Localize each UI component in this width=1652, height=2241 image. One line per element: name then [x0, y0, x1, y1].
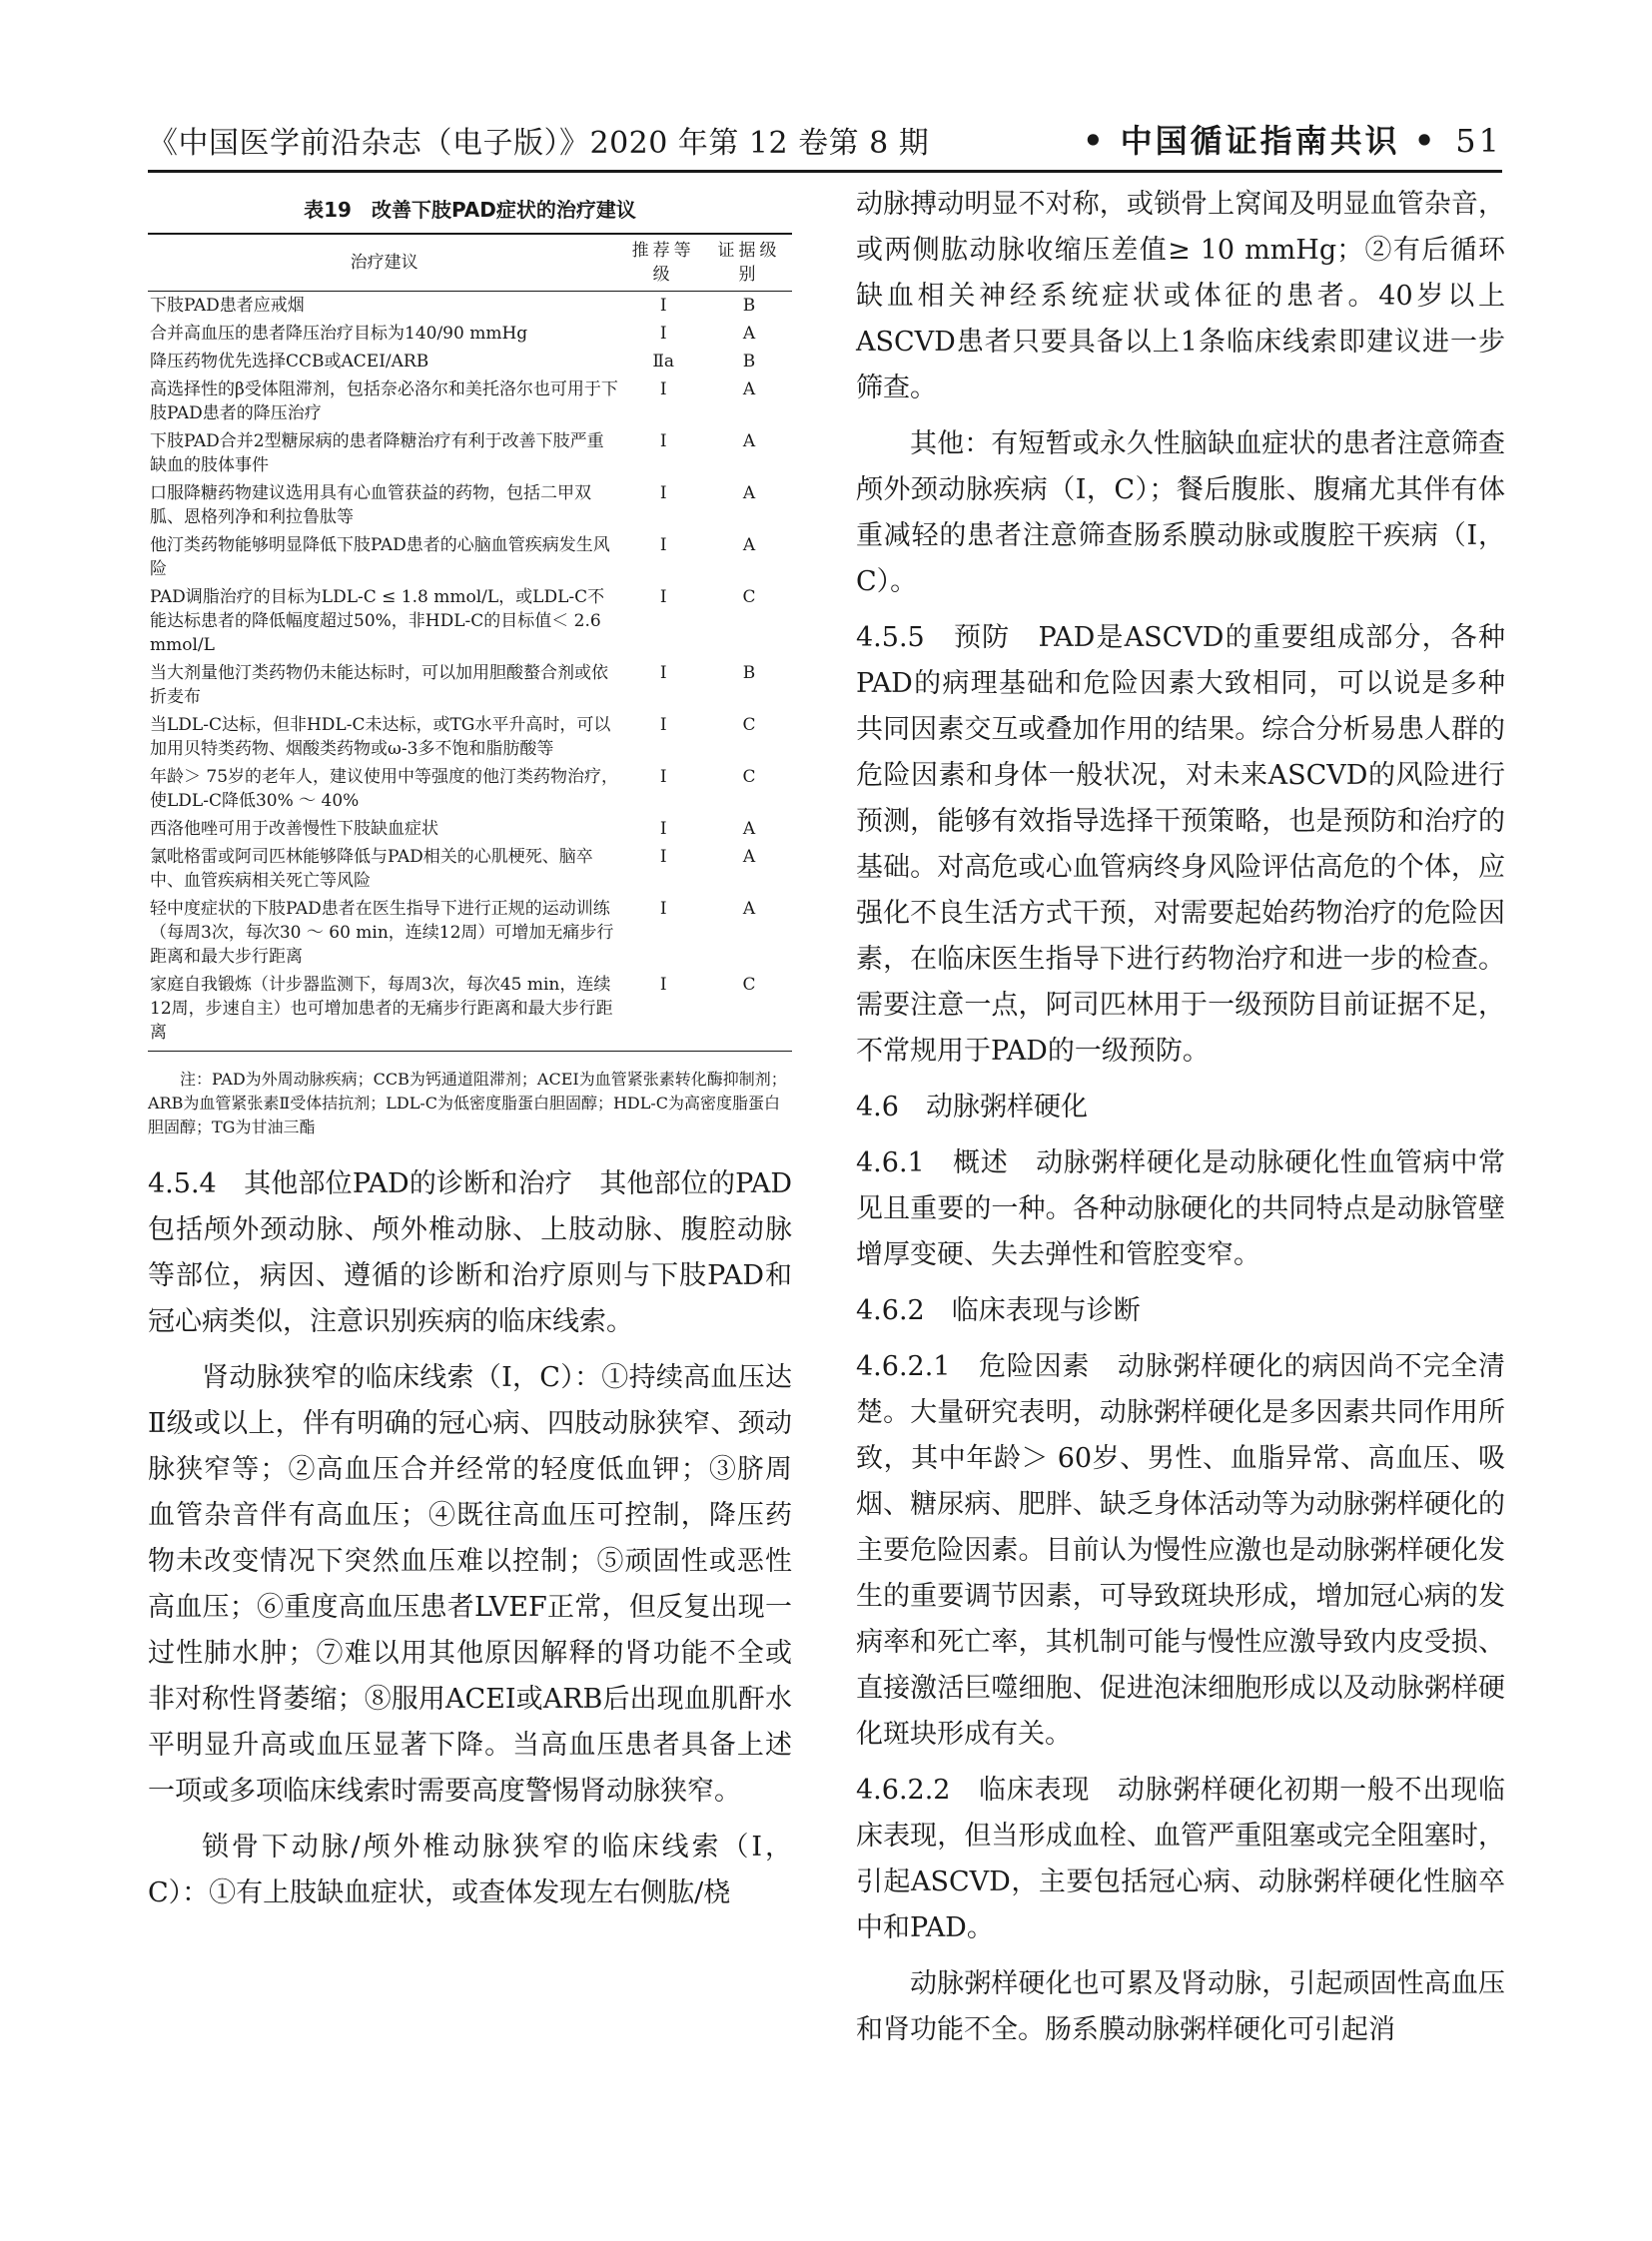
table-row — [148, 895, 792, 971]
grade-cell: Ⅰ — [659, 767, 667, 787]
evidence-cell: A — [742, 819, 756, 839]
recommendation-cell: 轻中度症状的下肢PAD患者在医生指导下进行正规的运动训练（每周3次，每次30 ～ 60 min，连续12周）可增加无痛步行距离和最大步行距离 — [150, 899, 614, 967]
grade-cell: Ⅰ — [659, 379, 667, 399]
paragraph-4-6-1: 4.6.1 概述 动脉粥样硬化是动脉硬化性血管病中常见且重要的一种。各种动脉硬化的共同特点是动脉管壁增厚变硬、失去弹性和管腔变窄。 — [856, 1147, 1505, 1270]
recommendation-cell: 年龄＞ 75岁的老年人，建议使用中等强度的他汀类药物治疗，使LDL-C降低30% ～ 40% — [150, 767, 619, 811]
grade-cell: Ⅰ — [659, 535, 667, 555]
paragraph-continued: 动脉搏动明显不对称，或锁骨上窝闻及明显血管杂音，或两侧肱动脉收缩压差值≥ 10 mmHg；②有后循环缺血相关神经系统症状或体征的患者。40岁以上ASCVD患者只要具备以上1条临床线索即建议进一步筛查。 — [856, 189, 1505, 403]
evidence-cell: A — [742, 847, 756, 867]
journal-header: 《中国医学前沿杂志（电子版）》2020 年第 12 卷第 8 期 — [148, 126, 930, 161]
right-column — [856, 182, 1505, 2053]
evidence-cell: A — [742, 483, 756, 503]
recommendation-cell: 家庭自我锻炼（计步器监测下，每周3次，每次45 min，连续12周，步速自主）也可增加患者的无痛步行距离和最大步行距离 — [148, 971, 620, 1052]
table-row — [148, 531, 792, 583]
grade-cell: Ⅰ — [659, 296, 667, 316]
left-column — [148, 182, 792, 1916]
recommendation-cell: PAD调脂治疗的目标为LDL-C ≤ 1.8 mmol/L，或LDL-C不能达标患者的降低幅度超过50%，非HDL-C的目标值＜ 2.6 mmol/L — [150, 587, 605, 655]
paragraph-4-5-4: 4.5.4 其他部位PAD的诊断和治疗 其他部位的PAD包括颅外颈动脉、颅外椎动脉、上肢动脉、腹腔动脉等部位，病因、遵循的诊断和治疗原则与下肢PAD和冠心病类似，注意识别疾病的临床线索。 — [148, 1168, 792, 1337]
evidence-cell: B — [742, 663, 756, 683]
paragraph-4-6-2-1: 4.6.2.1 危险因素 动脉粥样硬化的病因尚不完全清楚。大量研究表明，动脉粥样硬化是多因素共同作用所致，其中年龄＞ 60岁、男性、血脂异常、高血压、吸烟、糖尿病、肥胖、缺乏身体活动等为动脉粥样硬化的主要危险因素。目前认为慢性应激也是动脉粥样硬化发生的重要调节因素，可导致斑块形成，增加冠心病的发病率和死亡率，其机制可能与慢性应激导致内皮受损、直接激活巨噬细胞、促进泡沫细胞形成以及动脉粥样硬化斑块形成有关。 — [856, 1351, 1505, 1750]
table-row — [148, 763, 792, 815]
evidence-cell: A — [742, 431, 756, 451]
paragraph-other: 其他：有短暂或永久性脑缺血症状的患者注意筛查颅外颈动脉疾病（Ⅰ，C）；餐后腹胀、腹痛尤其伴有体重减轻的患者注意筛查肠系膜动脉或腹腔干疾病（Ⅰ，C）。 — [856, 428, 1505, 597]
paragraph-4-6-2-2: 4.6.2.2 临床表现 动脉粥样硬化初期一般不出现临床表现，但当形成血栓、血管严重阻塞或完全阻塞时，引起ASCVD，主要包括冠心病、动脉粥样硬化性脑卒中和PAD。 — [856, 1775, 1505, 1943]
grade-cell: Ⅰ — [659, 324, 667, 344]
recommendation-cell: 他汀类药物能够明显降低下肢PAD患者的心脑血管疾病发生风险 — [150, 535, 610, 579]
section-title: • 中国循证指南共识 • — [1083, 122, 1438, 160]
evidence-cell: C — [742, 587, 756, 607]
paragraph-subclavian: 锁骨下动脉/颅外椎动脉狭窄的临床线索（Ⅰ，C）：①有上肢缺血症状，或查体发现左右侧肱/桡 — [148, 1832, 792, 1908]
evidence-cell: A — [742, 379, 756, 399]
recommendation-cell: 下肢PAD患者应戒烟 — [150, 296, 305, 316]
grade-cell: Ⅰ — [620, 971, 706, 1052]
table-row — [148, 320, 792, 348]
recommendation-cell: 高选择性的β受体阻滞剂，包括奈必洛尔和美托洛尔也可用于下肢PAD患者的降压治疗 — [150, 379, 618, 423]
evidence-cell: C — [706, 971, 792, 1052]
table-row — [148, 479, 792, 531]
table-row — [148, 971, 792, 1052]
grade-cell: Ⅰ — [659, 715, 667, 735]
grade-cell: Ⅰ — [659, 847, 667, 867]
table-row — [148, 427, 792, 479]
recommendation-cell: 口服降糖药物建议选用具有心血管获益的药物，包括二甲双胍、恩格列净和利拉鲁肽等 — [150, 483, 591, 527]
table-row — [148, 348, 792, 375]
recommendation-cell: 氯吡格雷或阿司匹林能够降低与PAD相关的心肌梗死、脑卒中、血管疾病相关死亡等风险 — [150, 847, 593, 891]
paragraph-4-5-5: 4.5.5 预防 PAD是ASCVD的重要组成部分，各种PAD的病理基础和危险因素大致相同，可以说是多种共同因素交互或叠加作用的结果。综合分析易患人群的危险因素和身体一般状况，对未来ASCVD的风险进行预测，能够有效指导选择干预策略，也是预防和治疗的基础。对高危或心血管病终身风险评估高危的个体，应强化不良生活方式干预，对需要起始药物治疗的危险因素，在临床医生指导下进行药物治疗和进一步的检查。需要注意一点，阿司匹林用于一级预防目前证据不足，不常规用于PAD的一级预防。 — [856, 622, 1505, 1067]
grade-cell: Ⅱa — [652, 352, 675, 372]
recommendation-cell: 当大剂量他汀类药物仍未能达标时，可以加用胆酸螯合剂或依折麦布 — [150, 663, 608, 707]
table-row — [148, 583, 792, 659]
left-body — [148, 1161, 792, 1916]
recommendation-cell: 合并高血压的患者降压治疗目标为140/90 mmHg — [150, 324, 528, 344]
table-row — [148, 292, 792, 321]
table-header-row — [148, 234, 792, 292]
table-row — [148, 843, 792, 895]
recommendation-table — [148, 233, 792, 1052]
grade-cell: Ⅰ — [659, 483, 667, 503]
table-row — [148, 375, 792, 427]
header-recommendation: 治疗建议 — [148, 234, 620, 292]
grade-cell: Ⅰ — [659, 587, 667, 607]
evidence-cell: B — [742, 296, 756, 316]
evidence-cell: A — [742, 899, 756, 919]
header-divider — [148, 170, 1502, 173]
paragraph-renal-artery: 肾动脉狭窄的临床线索（Ⅰ，C）：①持续高血压达Ⅱ级或以上，伴有明确的冠心病、四肢动脉狭窄、颈动脉狭窄等；②高血压合并经常的轻度低血钾；③脐周血管杂音伴有高血压；④既往高血压可控制，降压药物未改变情况下突然血压难以控制；⑤顽固性或恶性高血压；⑥重度高血压患者LVEF正常，但反复出现一过性肺水肿；⑦难以用其他原因解释的肾功能不全或非对称性肾萎缩；⑧服用ACEI或ARB后出现血肌酐水平明显升高或血压显著下降。当高血压患者具备上述一项或多项临床线索时需要高度警惕肾动脉狭窄。 — [148, 1362, 792, 1807]
heading-4-6: 4.6 动脉粥样硬化 — [856, 1092, 1088, 1122]
table-note: 注：PAD为外周动脉疾病；CCB为钙通道阻滞剂；ACEI为血管紧张素转化酶抑制剂；ARB为血管紧张素Ⅱ受体拮抗剂；LDL-C为低密度脂蛋白胆固醇；HDL-C为高密度脂蛋白胆固醇；TG为甘油三酯 — [148, 1070, 787, 1136]
table-row — [148, 711, 792, 763]
recommendation-cell: 西洛他唑可用于改善慢性下肢缺血症状 — [150, 819, 438, 839]
table-row — [148, 815, 792, 843]
evidence-cell: A — [742, 324, 756, 344]
recommendation-cell: 降压药物优先选择CCB或ACEI/ARB — [150, 352, 429, 372]
grade-cell: Ⅰ — [659, 899, 667, 919]
table-row — [148, 659, 792, 711]
evidence-cell: B — [742, 352, 756, 372]
recommendation-cell: 当LDL-C达标，但非HDL-C未达标，或TG水平升高时，可以加用贝特类药物、烟酸类药物或ω-3多不饱和脂肪酸等 — [150, 715, 611, 759]
paragraph-renal-mesenteric: 动脉粥样硬化也可累及肾动脉，引起顽固性高血压和肾功能不全。肠系膜动脉粥样硬化可引起消 — [856, 1968, 1505, 2045]
evidence-cell: C — [742, 767, 756, 787]
recommendation-cell: 下肢PAD合并2型糖尿病的患者降糖治疗有利于改善下肢严重缺血的肢体事件 — [150, 431, 604, 475]
grade-cell: Ⅰ — [659, 819, 667, 839]
page-number: 51 — [1455, 122, 1502, 160]
table-caption: 表19 改善下肢PAD症状的治疗建议 — [304, 198, 636, 222]
header-evidence: 证据级别 — [706, 234, 792, 292]
section-header — [1083, 116, 1502, 162]
heading-4-6-2: 4.6.2 临床表现与诊断 — [856, 1295, 1141, 1326]
grade-cell: Ⅰ — [659, 663, 667, 683]
grade-cell: Ⅰ — [659, 431, 667, 451]
evidence-cell: A — [742, 535, 756, 555]
evidence-cell: C — [742, 715, 756, 735]
header-grade: 推荐等级 — [620, 234, 706, 292]
